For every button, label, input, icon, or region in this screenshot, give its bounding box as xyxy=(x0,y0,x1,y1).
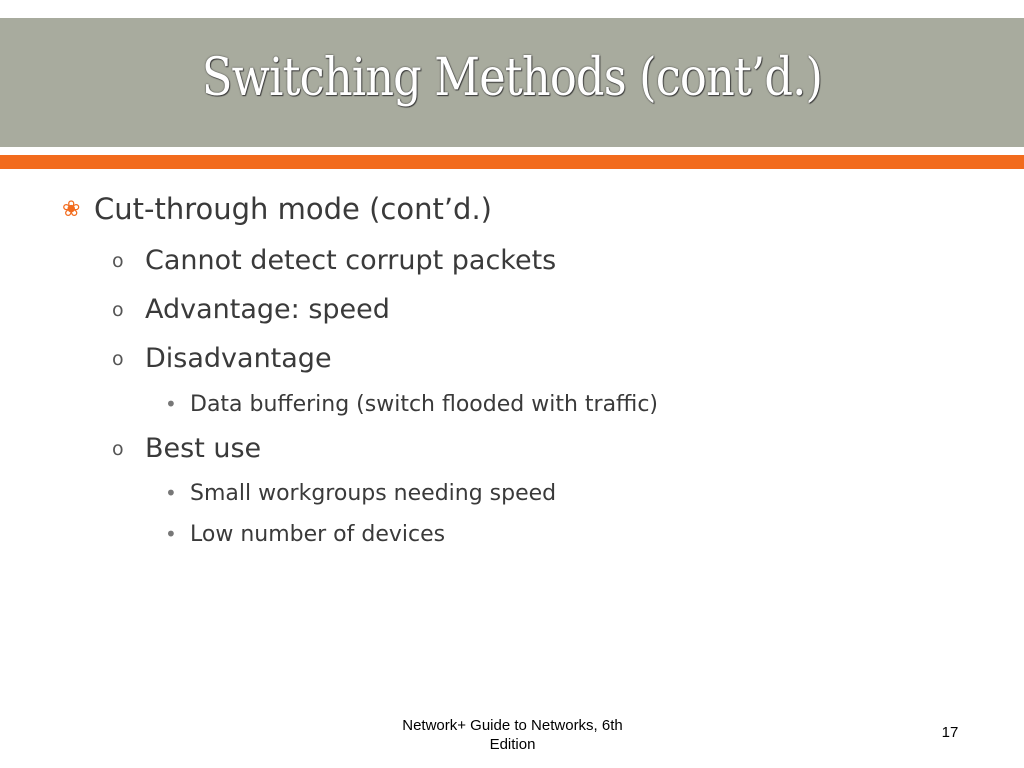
bullet-text: Low number of devices xyxy=(190,522,446,547)
bullet-item xyxy=(112,433,261,464)
slide-title: Switching Methods (cont’d.) xyxy=(201,48,823,108)
bullet-item xyxy=(112,343,332,374)
bullet-text: Data buffering (switch flooded with traffic) xyxy=(190,392,658,417)
bullet-item xyxy=(165,392,658,417)
footer-line: Network+ Guide to Networks, 6th xyxy=(402,717,623,734)
ornament-bullet-icon: ❀ xyxy=(62,197,81,222)
dot-bullet-icon: • xyxy=(165,392,177,416)
bullet-item xyxy=(112,245,556,276)
circle-bullet-icon: o xyxy=(112,299,124,321)
bullet-text: Disadvantage xyxy=(145,343,332,374)
bullet-text: Small workgroups needing speed xyxy=(190,481,557,506)
page-number: 17 xyxy=(941,724,959,741)
bullet-item xyxy=(165,522,445,547)
bullet-text: Advantage: speed xyxy=(145,294,390,325)
accent-divider xyxy=(0,155,1024,169)
dot-bullet-icon: • xyxy=(165,522,177,546)
bullet-item xyxy=(112,294,390,325)
bullet-text: Cut-through mode (cont’d.) xyxy=(94,192,492,226)
dot-bullet-icon: • xyxy=(165,481,177,505)
bullet-item xyxy=(165,481,556,506)
circle-bullet-icon: o xyxy=(112,438,124,460)
footer-line: Edition xyxy=(489,736,536,753)
bullet-text: Cannot detect corrupt packets xyxy=(145,245,557,276)
slide-footer xyxy=(375,716,650,754)
circle-bullet-icon: o xyxy=(112,250,124,272)
bullet-text: Best use xyxy=(145,433,262,464)
bullet-item xyxy=(62,192,492,226)
circle-bullet-icon: o xyxy=(112,348,124,370)
